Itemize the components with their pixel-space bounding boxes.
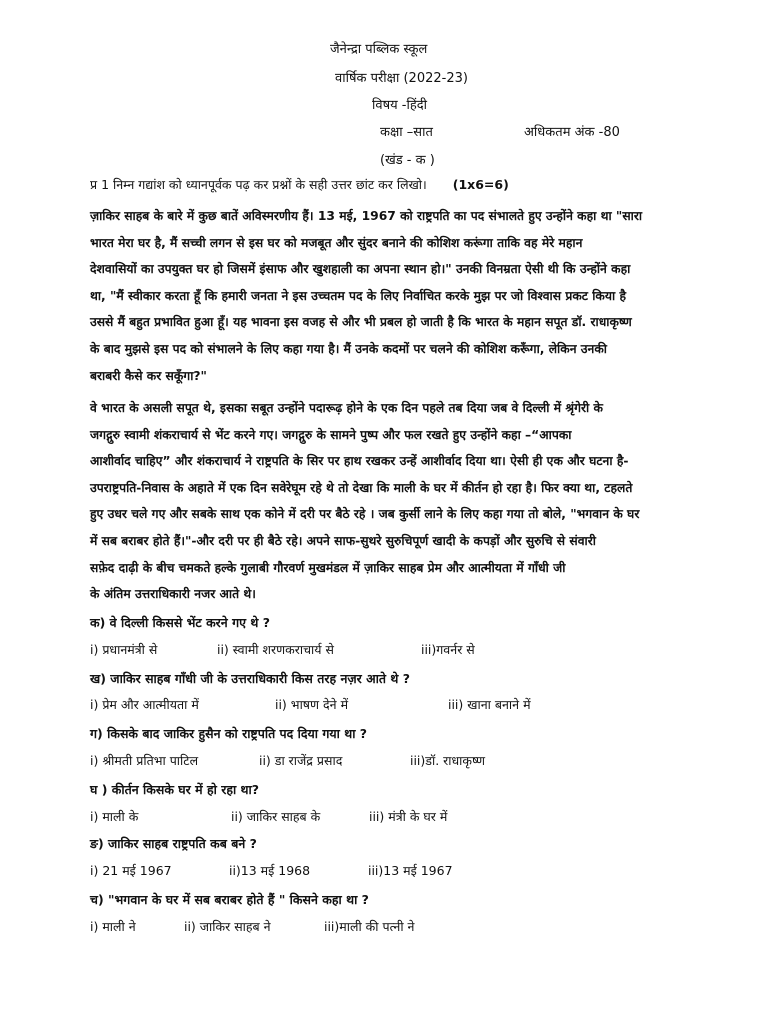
option-3: iii)माली की पत्नी ने (323, 919, 415, 934)
passage-line: भारत मेरा घर है, मैं सच्ची लगन से इस घर को मजबूत और सुंदर बनाने की कोशिश करूंगा ताकि वह मेरे महान (90, 235, 583, 250)
option-3: iii) खाना बनाने में (447, 697, 531, 712)
option-3: iii) मंत्री के घर में (368, 809, 448, 824)
passage-line: उपराष्ट्रपति-निवास के अहाते में एक दिन सवेरेघूम रहे थे तो देखा कि माली के घर में कीर्तन हो रहा है। फिर क्या था, टहलते (90, 480, 633, 495)
question-d: घ ) कीर्तन किसके घर में हो रहा था? (90, 782, 260, 797)
option-2: ii)13 मई 1968 (228, 863, 311, 878)
passage-line: देशवासियों का उपयुक्त घर हो जिसमें इंसाफ और खुशहाली का अपना स्थान हो।" उनकी विनम्रता ऐसी थी कि उन्होंने कहा (90, 262, 631, 277)
instruction-marks: (1x6=6) (452, 177, 509, 192)
passage-line: के अंतिम उत्तराधिकारी नजर आते थे। (90, 587, 256, 602)
passage-line: बराबरी कैसे कर सकूँगा?" (90, 368, 207, 383)
option-1: i) माली ने (90, 919, 136, 934)
passage-line: वे भारत के असली सपूत थे, इसका सबूत उन्होंने पदारूढ़ होने के एक दिन पहले तब दिया जब वे दिल्ली में श्रृंगेरी के (90, 401, 603, 415)
option-3: iii)गवर्नर से (420, 642, 475, 657)
passage-paragraph-1 (90, 203, 680, 389)
passage-line: के बाद मुझसे इस पद को संभालने के लिए कहा गया है। मैं उनके कदमों पर चलने की कोशिश करूँगा, लेकिन उनकी (90, 341, 607, 356)
question-d-options (90, 808, 447, 825)
option-3: iii)13 मई 1967 (367, 863, 453, 878)
max-marks-label: अधिकतम अंक -80 (524, 125, 620, 140)
option-2: ii) जाकिर साहब ने (183, 919, 271, 934)
subject-label: विषय -हिंदी (372, 98, 428, 113)
passage-line: हुए उधर चले गए और सबके साथ एक कोने में दरी पर बैठे रहे । जब कुर्सी लाने के लिए कहा गया तो बोले, "भगवान के घर (90, 507, 640, 522)
question-c: ग) किसके बाद जाकिर हुसैन को राष्ट्रपति पद दिया गया था ? (90, 726, 368, 741)
option-1: i) श्रीमती प्रतिभा पाटिल (90, 753, 199, 768)
option-1: i) प्रेम और आत्मीयता में (90, 697, 199, 712)
question-a: क) वे दिल्ली किससे भेंट करने गए थे ? (90, 615, 270, 630)
question-c-options (90, 752, 485, 769)
question-f: च) "भगवान के घर में सब बराबर होते हैं " किसने कहा था ? (90, 892, 369, 907)
passage-line: जगद्गुरु स्वामी शंकराचार्य से भेंट करने गए। जगद्गुरु के सामने पुष्प और फल रखते हुए उन्होंने कहा –“आपका (90, 427, 572, 442)
passage-line: ज़ाकिर साहब के बारे में कुछ बातें अविस्मरणीय हैं। 13 मई, 1967 को राष्ट्रपति का पद संभालते हुए उन्होंने कहा था "सारा (90, 209, 643, 223)
school-name: जैनेन्द्रा पब्लिक स्कूल (330, 42, 428, 57)
question-b-options (90, 696, 531, 713)
instruction-text: प्र 1 निम्न गद्यांश को ध्यानपूर्वक पढ़ कर प्रश्नों के सही उत्तर छांट कर लिखो। (90, 177, 427, 192)
option-1: i) प्रधानमंत्री से (90, 642, 158, 657)
passage-line: में सब बराबर होते हैं।"-और दरी पर ही बैठे रहे। अपने साफ-सुथरे सुरुचिपूर्ण खादी के कपड़ों और सुरुचि से संवारी (90, 533, 596, 548)
exam-title: वार्षिक परीक्षा (2022-23) (335, 71, 468, 86)
option-3: iii)डॉ. राधाकृष्ण (409, 753, 486, 768)
option-1: i) माली के (90, 809, 139, 824)
question-b: ख) जाकिर साहब गाँधी जी के उत्तराधिकारी किस तरह नज़र आते थे ? (90, 671, 410, 686)
option-1: i) 21 मई 1967 (90, 863, 172, 878)
passage-line: आशीर्वाद चाहिए” और शंकराचार्य ने राष्ट्रपति के सिर पर हाथ रखकर उन्हें आशीर्वाद दिया था। ऐसी ही एक और घटना है- (90, 454, 629, 469)
question-e-options (90, 862, 453, 879)
question-f-options (90, 918, 415, 935)
option-2: ii) डा राजेंद्र प्रसाद (258, 753, 343, 768)
option-2: ii) जाकिर साहब के (230, 809, 321, 824)
option-2: ii) भाषण देने में (274, 697, 349, 712)
passage-line: सफ़ेद दाढ़ी के बीच चमकते हल्के गुलाबी गौरवर्ण मुखमंडल में ज़ाकिर साहब प्रेम और आत्मीयता में गाँधी जी (90, 560, 566, 575)
passage-paragraph-2 (90, 395, 680, 608)
question-a-options (90, 641, 475, 658)
section-label: (खंड - क ) (380, 153, 435, 168)
option-2: ii) स्वामी शरणकराचार्य से (216, 642, 334, 657)
passage-line: उससे मैं बहुत प्रभावित हुआ हूँ। यह भावना इस वजह से और भी प्रबल हो जाती है कि भारत के महान सपूत डॉ. राधाकृष्ण (90, 315, 632, 330)
question-e: ङ) जाकिर साहब राष्ट्रपति कब बने ? (90, 836, 257, 851)
question-instruction (90, 176, 509, 193)
class-label: कक्षा –सात (380, 125, 433, 140)
passage-line: था, "मैं स्वीकार करता हूँ कि हमारी जनता ने इस उच्चतम पद के लिए निर्वाचित करके मुझ पर जो विश्वास प्रकट किया है (90, 288, 626, 303)
